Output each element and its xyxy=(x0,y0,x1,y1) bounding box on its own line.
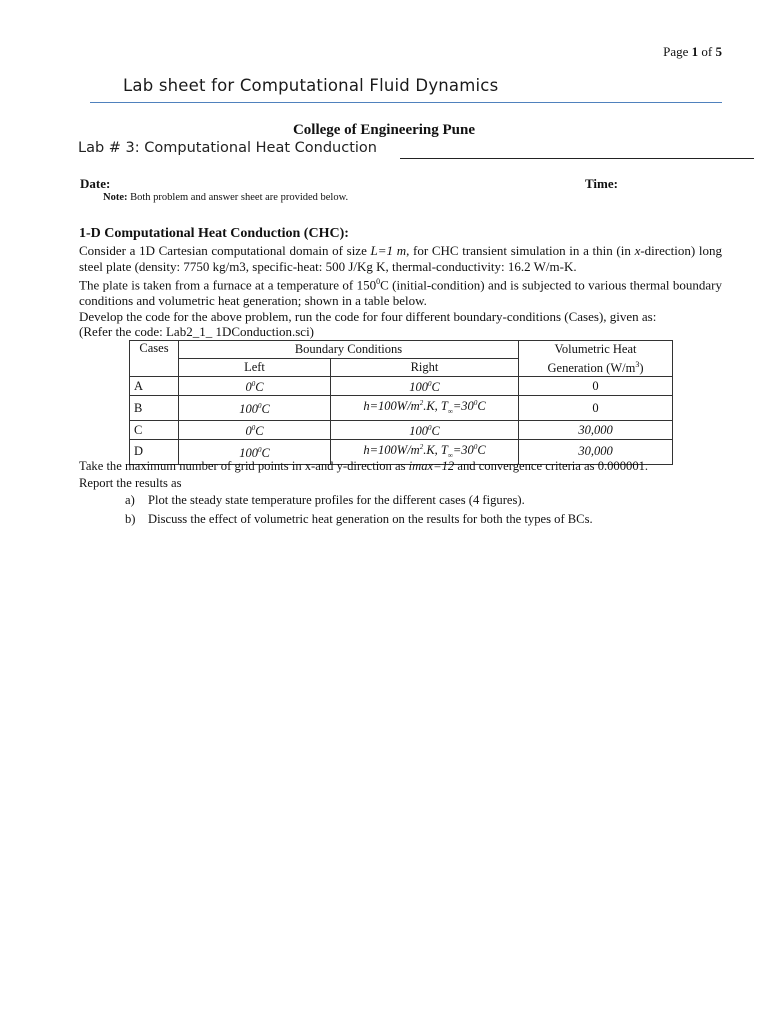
cell-left: $100^0C$ xyxy=(179,440,331,465)
header-divider xyxy=(90,102,722,103)
paragraph-line-4: (Refer the code: Lab2_1_ 1DConduction.sci) xyxy=(79,324,315,340)
problem-paragraph xyxy=(79,243,722,340)
cell-case: C xyxy=(130,420,179,439)
date-label: Date: xyxy=(80,176,111,191)
time-label: Time: xyxy=(585,176,618,191)
cell-left: $0^0C$ xyxy=(179,377,331,396)
list-marker: b) xyxy=(125,512,136,526)
table-header-row xyxy=(130,341,673,359)
cell-case: A xyxy=(130,377,179,396)
lab-heading-rule xyxy=(400,158,754,159)
instructions-paragraph xyxy=(79,458,729,491)
cell-case: B xyxy=(130,396,179,421)
header-right: Right xyxy=(331,359,519,377)
cell-case: D xyxy=(130,440,179,465)
table-row xyxy=(130,377,673,396)
list-item-text: Discuss the effect of volumetric heat generation on the results for both the types of BCs. xyxy=(148,512,593,526)
section-title: 1-D Computational Heat Conduction (CHC): xyxy=(79,226,349,241)
list-item xyxy=(125,491,593,510)
list-marker: a) xyxy=(125,493,135,507)
table-row xyxy=(130,396,673,421)
instructions-line-2: Report the results as xyxy=(79,475,182,490)
paragraph-line-2: The plate is taken from a furnace at a temperature of $150^0C$ (initial-condition) and is subjected to various thermal boundary conditions and volumetric heat generation; shown in a table below. xyxy=(79,277,723,309)
paragraph-line-1: Consider a 1D Cartesian computational domain of size L=1 m, for CHC transient simulation in a thin (in x-direction) long steel plate (density: 7750 kg/m3, specific-heat: 500 J/Kg K, thermal-conductivity: 16.2 W/m-K. xyxy=(79,243,722,274)
cell-left: $100^0C$ xyxy=(179,396,331,421)
lab-sheet-title: Lab sheet for Computational Fluid Dynamics xyxy=(123,76,499,95)
cell-right: $100^0C$ xyxy=(331,377,519,396)
cell-right: $h=100W/m^2.K$, $T_\infty=30^0C$ xyxy=(331,440,519,465)
cell-right: $100^0C$ xyxy=(331,420,519,439)
cell-right: $h=100W/m^2.K$, $T_\infty=30^0C$ xyxy=(331,396,519,421)
instructions-line-1: Take the maximum number of grid points in x-and y-direction as imax=12 and convergence criteria as 0.000001. xyxy=(79,459,649,473)
boundary-conditions-table xyxy=(129,340,673,465)
cell-volumetric: 30,000 xyxy=(519,440,673,465)
header-boundary-conditions: Boundary Conditions xyxy=(179,341,519,359)
cell-volumetric: 30,000 xyxy=(519,420,673,439)
paragraph-line-3: Develop the code for the above problem, run the code for four different boundary-conditions (Cases), given as: xyxy=(79,308,657,324)
list-item-text: Plot the steady state temperature profiles for the different cases (4 figures). xyxy=(148,493,525,507)
lab-heading: Lab # 3: Computational Heat Conduction xyxy=(78,140,377,156)
header-cases: Cases xyxy=(130,341,179,377)
cell-volumetric: 0 xyxy=(519,377,673,396)
note-text: Note: Both problem and answer sheet are provided below. xyxy=(103,192,349,203)
header-volumetric-heat: Volumetric Heat Generation $(W/m^3)$ xyxy=(519,341,673,377)
cell-volumetric: 0 xyxy=(519,396,673,421)
header-left: Left xyxy=(179,359,331,377)
table-row xyxy=(130,420,673,439)
page-number: Page 1 of 5 xyxy=(663,44,722,59)
cell-left: $0^0C$ xyxy=(179,420,331,439)
report-list xyxy=(125,491,593,529)
list-item xyxy=(125,510,593,529)
college-name: College of Engineering Pune xyxy=(292,122,476,138)
